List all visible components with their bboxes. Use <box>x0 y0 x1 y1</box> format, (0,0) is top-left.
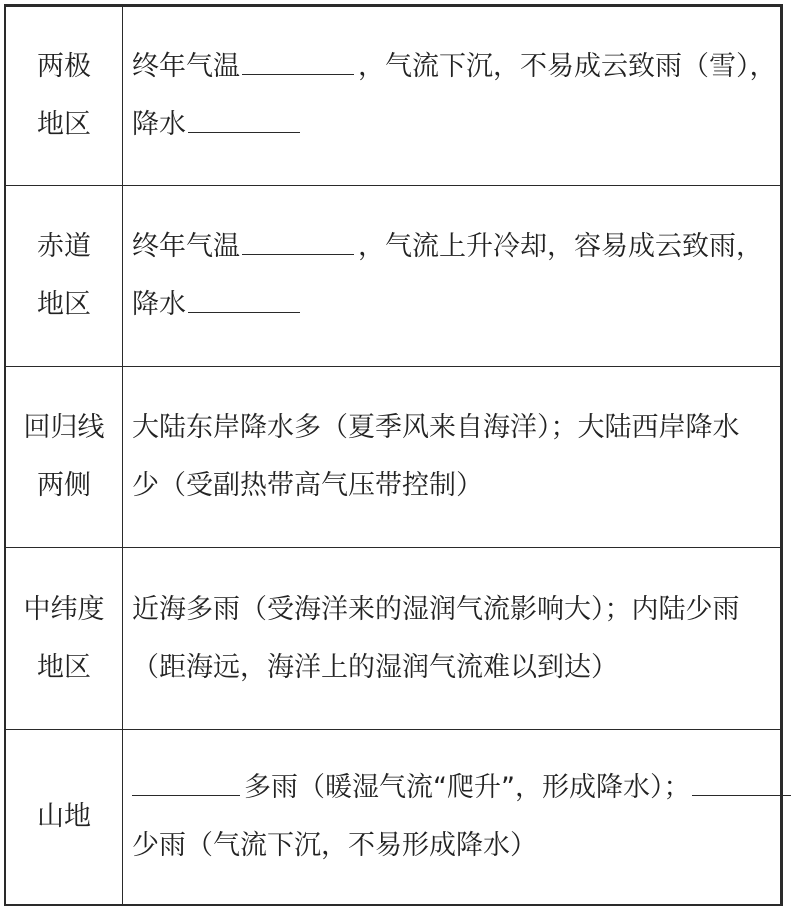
row-label-polar <box>6 7 122 185</box>
column-divider <box>122 7 123 904</box>
content-line: （距海远，海洋上的湿润气流难以到达） <box>132 651 618 683</box>
content-line: 终年气温 ，气流上升冷却，容易成云致雨， <box>132 218 772 276</box>
row-label-tropics <box>6 367 122 547</box>
row-label-mountain <box>6 730 122 904</box>
row-label-line: 两极 <box>37 51 91 82</box>
content-line: 终年气温 ，气流下沉，不易成云致雨（雪）， <box>132 38 772 96</box>
fill-blank[interactable] <box>188 278 300 313</box>
row-label-line: 赤道 <box>37 231 91 262</box>
fill-blank[interactable] <box>242 40 354 75</box>
row-content-midlatitude <box>132 548 772 729</box>
content-line: 少（受副热带高气压带控制） <box>132 470 483 501</box>
row-content-equator <box>132 186 772 366</box>
row-label-line: 中纬度 <box>23 593 105 625</box>
climate-precipitation-table <box>4 4 783 906</box>
content-line: 少雨（气流下沉，不易形成降水） <box>132 830 537 861</box>
row-label-line: 回归线 <box>23 412 105 443</box>
row-label-midlatitude <box>6 548 122 729</box>
row-content-tropics <box>132 367 772 547</box>
fill-blank[interactable] <box>132 761 240 796</box>
row-label-line: 地区 <box>37 109 91 140</box>
content-line: 降水 <box>132 276 772 334</box>
content-line: 大陆东岸降水多（夏季风来自海洋）；大陆西岸降水 <box>132 412 740 443</box>
fill-blank[interactable] <box>242 220 354 255</box>
row-content-polar <box>132 7 777 185</box>
content-line: 降水 <box>132 96 772 154</box>
row-label-line: 地区 <box>37 289 91 320</box>
row-label-line: 山地 <box>37 801 91 832</box>
content-line: 多雨（暖湿气流“爬升”，形成降水）； <box>132 759 772 817</box>
fill-blank[interactable] <box>188 98 300 133</box>
row-label-line: 地区 <box>37 651 91 683</box>
fill-blank[interactable] <box>692 761 791 796</box>
row-label-equator <box>6 186 122 366</box>
content-line: 近海多雨（受海洋来的湿润气流影响大）；内陆少雨 <box>132 593 740 625</box>
row-content-mountain <box>132 730 772 904</box>
row-label-line: 两侧 <box>37 470 91 501</box>
